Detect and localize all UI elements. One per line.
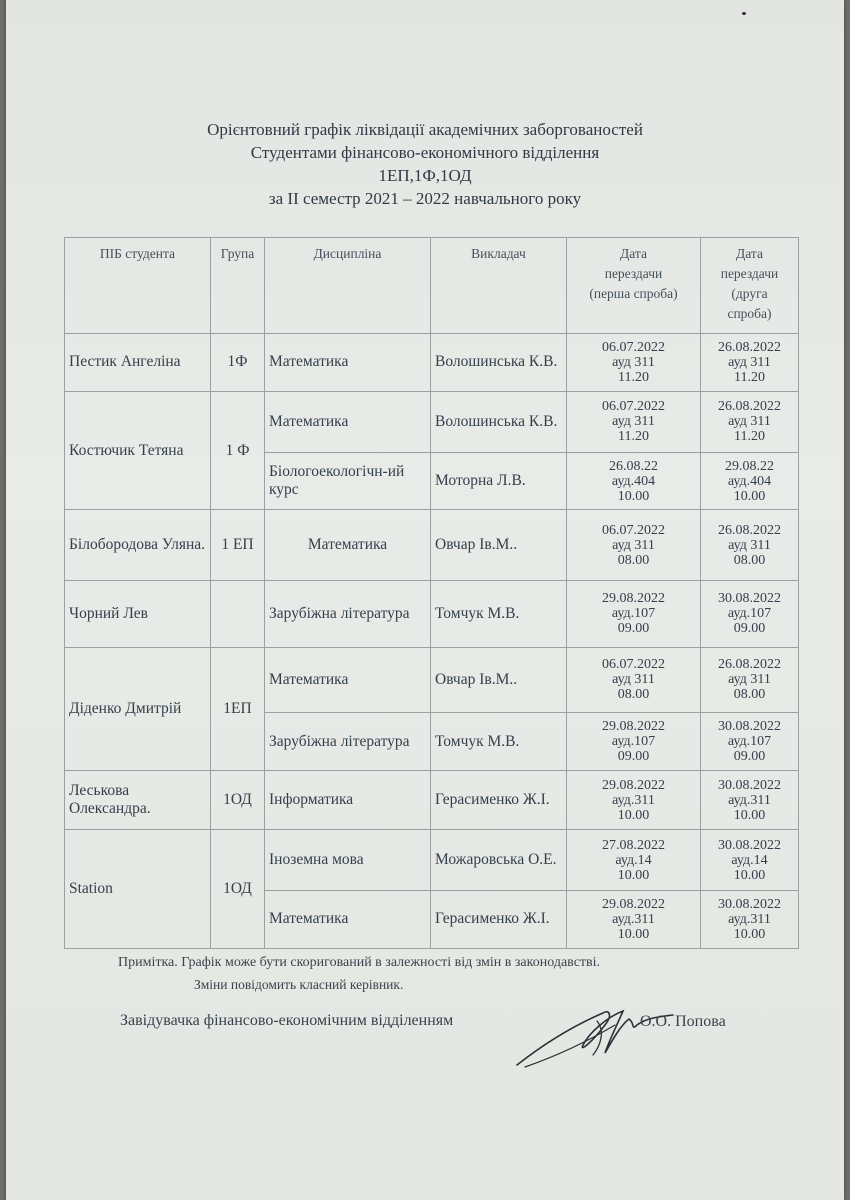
discipline: Математика	[265, 510, 431, 581]
group: 1ЕП	[211, 647, 265, 771]
teacher: Можаровська О.Е.	[431, 830, 567, 890]
first-try-date: 06.07.2022 ауд 311 11.20	[567, 391, 701, 452]
student-name: Білобородова Уляна.	[65, 510, 211, 581]
teacher: Овчар Ів.М..	[431, 647, 567, 712]
discipline: Математика	[265, 890, 431, 948]
second-try-date: 30.08.2022 ауд.107 09.00	[701, 580, 799, 647]
table-row	[65, 647, 799, 712]
first-try-date: 26.08.22 ауд.404 10.00	[567, 453, 701, 510]
debt-schedule-table	[64, 237, 799, 949]
discipline: Зарубіжна література	[265, 712, 431, 770]
second-try-date: 26.08.2022 ауд 311 08.00	[701, 510, 799, 581]
discipline: Інформатика	[265, 771, 431, 830]
signer-name: О.О. Попова	[640, 1013, 726, 1030]
table-row	[65, 510, 799, 581]
schedule-note: Примітка. Графік може бути скоригований в залежності від змін в законодавстві.	[118, 955, 601, 970]
second-try-date: 26.08.2022 ауд 311 11.20	[701, 333, 799, 391]
header-discipline: Дисципліна	[265, 238, 431, 334]
student-name: Station	[65, 830, 211, 949]
group: 1Ф	[211, 333, 265, 391]
discipline: Математика	[265, 391, 431, 452]
header-teacher: Викладач	[431, 238, 567, 334]
group: 1 Ф	[211, 391, 265, 509]
teacher: Овчар Ів.М..	[431, 510, 567, 581]
table-row	[65, 580, 799, 647]
teacher: Волошинська К.В.	[431, 391, 567, 452]
table-row	[65, 391, 799, 452]
table-row	[65, 333, 799, 391]
student-name: Костючик Тетяна	[65, 391, 211, 509]
teacher: Волошинська К.В.	[431, 333, 567, 391]
paper-speck	[742, 12, 746, 15]
table-row	[65, 771, 799, 830]
table-header-row	[65, 238, 799, 334]
student-name: Діденко Дмитрій	[65, 647, 211, 771]
discipline: Зарубіжна література	[265, 580, 431, 647]
teacher: Моторна Л.В.	[431, 453, 567, 510]
class-teacher-note: Зміни повідомить класний керівник.	[194, 977, 404, 992]
header-second-try: Дата перездачи (друга спроба)	[701, 238, 799, 334]
group: 1ОД	[211, 771, 265, 830]
title-line-2: Студентами фінансово-економічного відділення	[250, 143, 600, 162]
first-try-date: 29.08.2022 ауд.107 09.00	[567, 580, 701, 647]
first-try-date: 29.08.2022 ауд.311 10.00	[567, 771, 701, 830]
second-try-date: 30.08.2022 ауд.14 10.00	[701, 830, 799, 890]
first-try-date: 06.07.2022 ауд 311 11.20	[567, 333, 701, 391]
second-try-date: 26.08.2022 ауд 311 08.00	[701, 647, 799, 712]
discipline: Біологоекологічн-ий курс	[265, 453, 431, 510]
discipline: Математика	[265, 333, 431, 391]
teacher: Томчук М.В.	[431, 712, 567, 770]
teacher: Герасименко Ж.І.	[431, 890, 567, 948]
document-title	[6, 118, 844, 210]
title-line-1: Орієнтовний графік ліквідації академічних заборгованостей	[207, 120, 643, 139]
first-try-date: 06.07.2022 ауд 311 08.00	[567, 510, 701, 581]
teacher: Герасименко Ж.І.	[431, 771, 567, 830]
discipline: Іноземна мова	[265, 830, 431, 890]
student-name: Чорний Лев	[65, 580, 211, 647]
teacher: Томчук М.В.	[431, 580, 567, 647]
header-group: Група	[211, 238, 265, 334]
group	[211, 580, 265, 647]
first-try-date: 29.08.2022 ауд.107 09.00	[567, 712, 701, 770]
header-first-try: Дата перездачи (перша спроба)	[567, 238, 701, 334]
document-sheet	[6, 0, 844, 1200]
discipline: Математика	[265, 647, 431, 712]
second-try-date: 30.08.2022 ауд.311 10.00	[701, 890, 799, 948]
signature-mark	[505, 995, 680, 1075]
group: 1 ЕП	[211, 510, 265, 581]
title-line-4: за ІІ семестр 2021 – 2022 навчального року	[268, 189, 582, 208]
group: 1ОД	[211, 830, 265, 949]
first-try-date: 06.07.2022 ауд 311 08.00	[567, 647, 701, 712]
student-name: Леськова Олександра.	[65, 771, 211, 830]
second-try-date: 30.08.2022 ауд.107 09.00	[701, 712, 799, 770]
second-try-date: 29.08.22 ауд.404 10.00	[701, 453, 799, 510]
first-try-date: 29.08.2022 ауд.311 10.00	[567, 890, 701, 948]
table-row	[65, 830, 799, 890]
title-line-3: 1ЕП,1Ф,1ОД	[378, 166, 472, 185]
second-try-date: 26.08.2022 ауд 311 11.20	[701, 391, 799, 452]
header-student: ПІБ студента	[65, 238, 211, 334]
signer-role: Завідувачка фінансово-економічним відділенням	[120, 1012, 454, 1029]
student-name: Пестик Ангеліна	[65, 333, 211, 391]
second-try-date: 30.08.2022 ауд.311 10.00	[701, 771, 799, 830]
first-try-date: 27.08.2022 ауд.14 10.00	[567, 830, 701, 890]
